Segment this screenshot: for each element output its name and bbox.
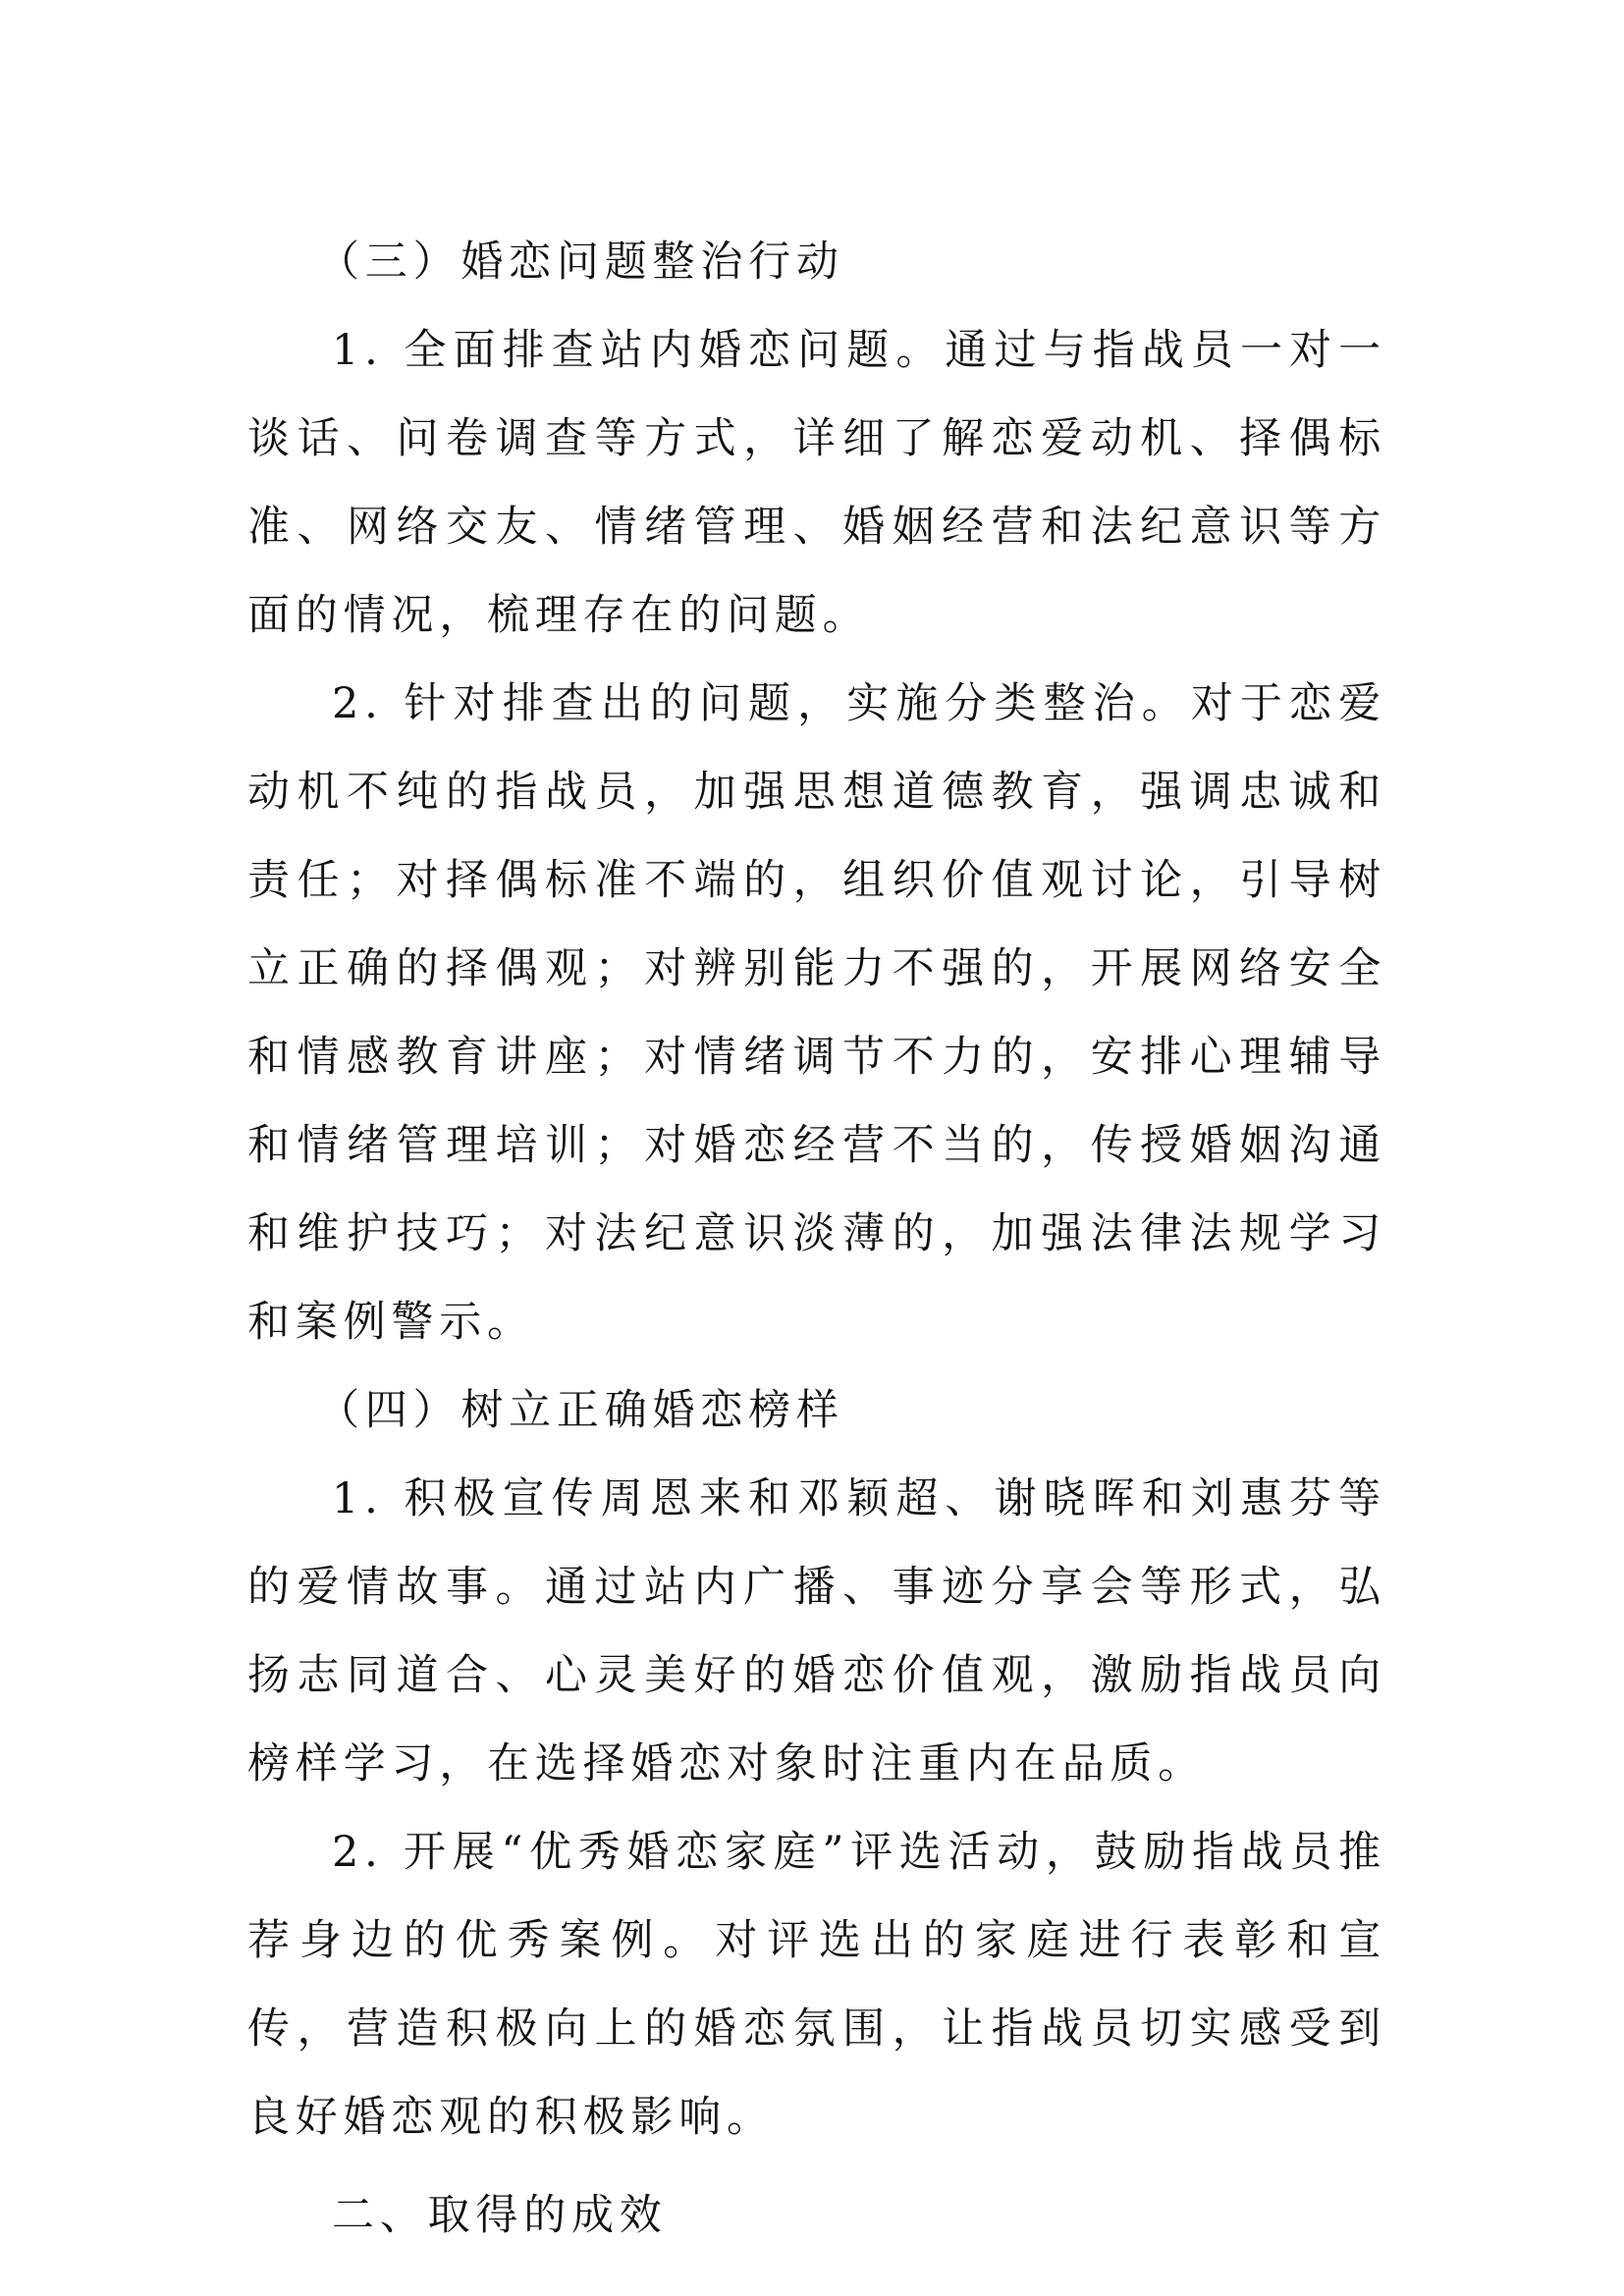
body-text <box>247 218 1386 2260</box>
paragraph-3-1: 1. 全面排查站内婚恋问题。通过与指战员一对一谈话、问卷调查等方式，详细了解恋爱动机、择偶标准、网络交友、情绪管理、婚姻经营和法纪意识等方面的情况，梳理存在的问题。 <box>247 326 1386 640</box>
section-heading-3: （三）婚恋问题整治行动 <box>316 238 844 287</box>
paragraph-4-1: 1. 积极宣传周恩来和邓颖超、谢晓晖和刘惠芬等的爱情故事。通过站内广播、事迹分享会等形式，弘扬志同道合、心灵美好的婚恋价值观，激励指战员向榜样学习，在选择婚恋对象时注重内在品质。 <box>247 1474 1386 1789</box>
part-heading-2: 二、取得的成效 <box>332 2191 668 2240</box>
paragraph-4-2: 2. 开展“优秀婚恋家庭”评选活动，鼓励指战员推荐身边的优秀案例。对评选出的家庭进行表彰和宣传，营造积极向上的婚恋氛围，让指战员切实感受到良好婚恋观的积极影响。 <box>247 1828 1386 2142</box>
paragraph-3-2: 2. 针对排查出的问题，实施分类整治。对于恋爱动机不纯的指战员，加强思想道德教育，强调忠诚和责任；对择偶标准不端的，组织价值观讨论，引导树立正确的择偶观；对辨别能力不强的，开展网络安全和情感教育讲座；对情绪调节不力的，安排心理辅导和情绪管理培训；对婚恋经营不当的，传授婚姻沟通和维护技巧；对法纪意识淡薄的，加强法律法规学习和案例警示。 <box>247 679 1386 1347</box>
section-heading-4: （四）树立正确婚恋榜样 <box>316 1386 844 1435</box>
